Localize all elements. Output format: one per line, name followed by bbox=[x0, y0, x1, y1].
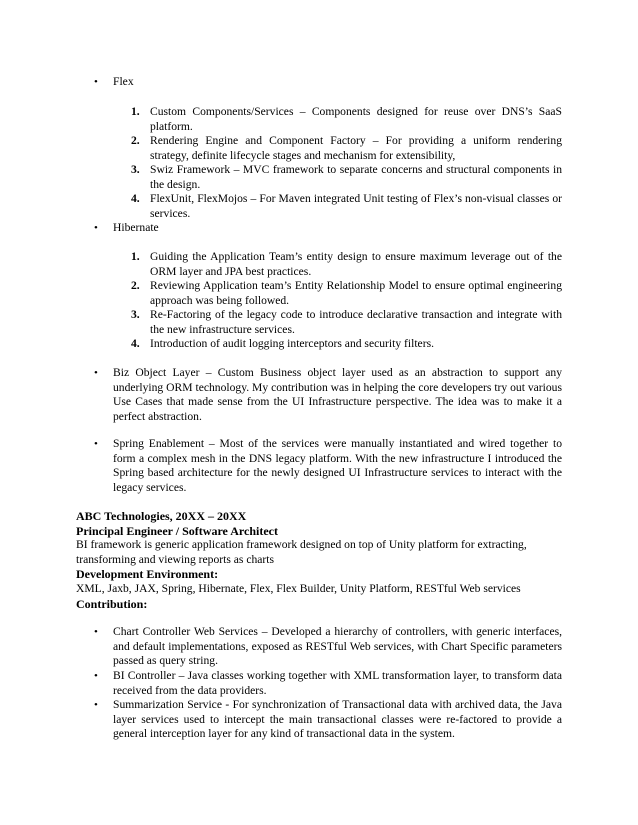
flex-item-number: 1. bbox=[131, 105, 140, 118]
company-heading: ABC Technologies, 20XX – 20XX bbox=[76, 509, 247, 523]
flex-item-text: Rendering Engine and Component Factory – For providing a uniform rendering strategy, definite lifecycle stages and mechanism for extensibility, bbox=[150, 134, 562, 162]
dev-env-label: Development Environment: bbox=[76, 567, 219, 581]
dev-env-text: XML, Jaxb, JAX, Spring, Hibernate, Flex, Flex Builder, Unity Platform, RESTful Web services bbox=[76, 582, 521, 595]
bullet-icon: • bbox=[94, 438, 98, 450]
bullet-icon: • bbox=[94, 626, 98, 638]
flex-item-text: Swiz Framework – MVC framework to separate concerns and structural components in the design. bbox=[150, 163, 562, 191]
hibernate-item-number: 3. bbox=[131, 308, 140, 321]
hibernate-item-number: 2. bbox=[131, 279, 140, 292]
hibernate-item-text: Reviewing Application team’s Entity Relationship Model to ensure optimal engineering approach was being followed. bbox=[150, 279, 562, 307]
flex-item-number: 3. bbox=[131, 163, 140, 176]
hibernate-heading: Hibernate bbox=[113, 221, 159, 234]
flex-item-text: FlexUnit, FlexMojos – For Maven integrated Unit testing of Flex’s non-visual classes or services. bbox=[150, 192, 562, 220]
hibernate-item-text: Guiding the Application Team’s entity design to ensure maximum leverage out of the ORM layer and JPA best practices. bbox=[150, 250, 562, 278]
biz-object-layer-text: Biz Object Layer – Custom Business object layer used as an abstraction to support any underlying ORM technology. My contribution was in helping the core developers try out various Use Cases that made sense from the UI Infrastructure perspective. The idea was to make it a perfect abstraction. bbox=[113, 366, 562, 423]
job-title: Principal Engineer / Software Architect bbox=[76, 524, 278, 538]
hibernate-item-text: Introduction of audit logging interceptors and security filters. bbox=[150, 337, 434, 350]
bullet-icon: • bbox=[94, 699, 98, 711]
flex-heading: Flex bbox=[113, 75, 134, 88]
hibernate-item-number: 1. bbox=[131, 250, 140, 263]
hibernate-item-number: 4. bbox=[131, 337, 140, 350]
job-description: BI framework is generic application framework designed on top of Unity platform for extracting, transforming and viewing reports as charts bbox=[76, 538, 527, 566]
flex-item-number: 2. bbox=[131, 134, 140, 147]
hibernate-item-text: Re-Factoring of the legacy code to introduce declarative transaction and integrate with the new infrastructure services. bbox=[150, 308, 562, 336]
flex-item-text: Custom Components/Services – Components designed for reuse over DNS’s SaaS platform. bbox=[150, 105, 562, 133]
bullet-icon: • bbox=[94, 76, 98, 88]
flex-item-number: 4. bbox=[131, 192, 140, 205]
contribution-item: Summarization Service - For synchronization of Transactional data with archived data, the Java layer services used to intercept the main transactional classes were re-factored to provide a general interception layer for any kind of transactional data in the system. bbox=[113, 698, 562, 740]
spring-enablement-text: Spring Enablement – Most of the services were manually instantiated and wired together to form a complex mesh in the DNS legacy platform. With the new infrastructure I introduced the Spring based architecture for the newly designed UI Infrastructure services to interact with the legacy services. bbox=[113, 437, 562, 494]
bullet-icon: • bbox=[94, 367, 98, 379]
bullet-icon: • bbox=[94, 222, 98, 234]
bullet-icon: • bbox=[94, 670, 98, 682]
contribution-item: Chart Controller Web Services – Developed a hierarchy of controllers, with generic interfaces, and default implementations, exposed as RESTful Web services, with Chart Specific parameters passed as query string. bbox=[113, 625, 562, 667]
contribution-label: Contribution: bbox=[76, 597, 148, 611]
contribution-item: BI Controller – Java classes working together with XML transformation layer, to transform data received from the data providers. bbox=[113, 669, 562, 697]
